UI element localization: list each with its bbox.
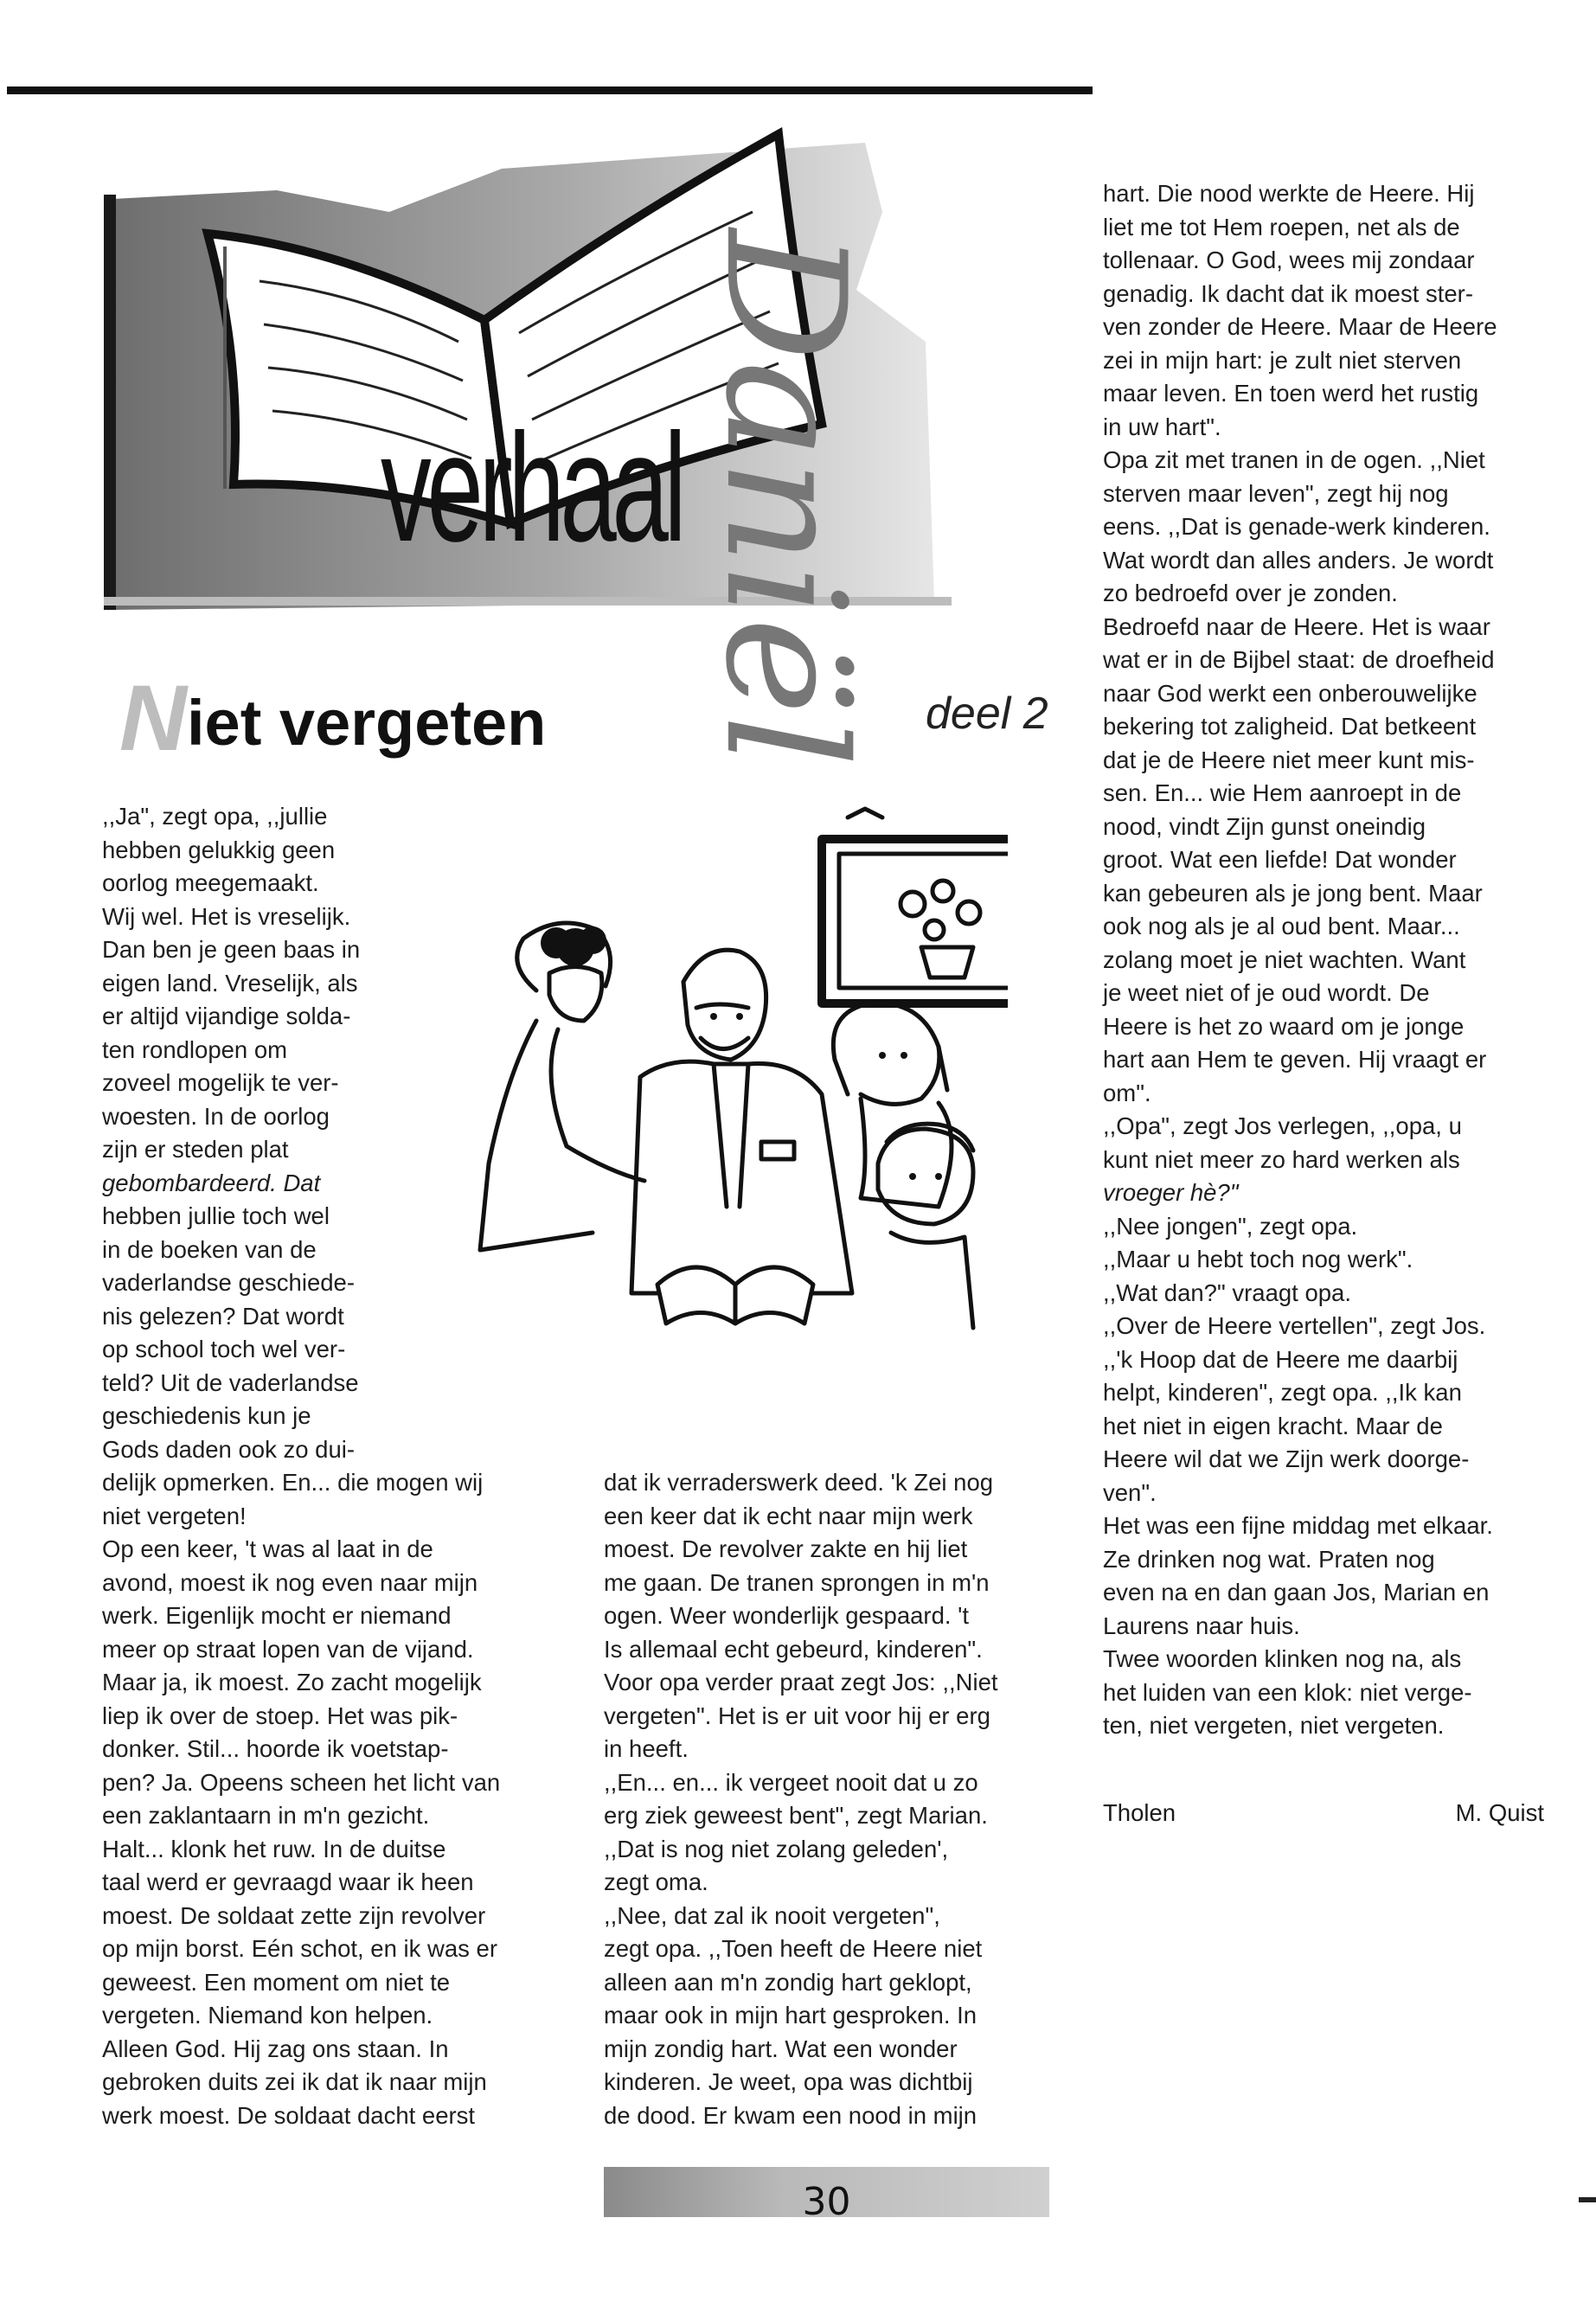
text-line: kunt niet meer zo hard werken als [1103,1145,1460,1173]
text-line: zoveel mogelijk te ver- [102,1069,339,1096]
text-line: liep ik over de stoep. Het was pik- [102,1702,458,1729]
text-line: ven zonder de Heere. Maar de Heere [1103,313,1497,340]
text-line: zolang moet je niet wachten. Want [1103,945,1466,973]
text-line: op school toch wel ver- [102,1336,346,1362]
text-line: bekering tot zaligheid. Dat betkeent [1103,713,1477,740]
text-line: Gods daden ook zo dui- [102,1435,355,1463]
text-line: sen. En... wie Hem aanroept in de [1103,779,1462,806]
text-line: Laurens naar huis. [1103,1612,1300,1639]
text-line: vergeten". Het is er uit voor hij er erg [604,1702,990,1729]
text-column-1-narrow [102,800,401,1466]
signature [1103,1799,1544,1827]
text-column-2 [604,1466,1054,2132]
text-line: tollenaar. O God, wees mij zondaar [1103,247,1475,273]
title-text: iet vergeten [187,687,547,759]
text-line: Halt... klonk het ruw. In de duitse [102,1835,446,1862]
text-line: even na en dan gaan Jos, Marian en [1103,1579,1490,1606]
text-line: helpt, kinderen", zegt opa. ,,Ik kan [1103,1379,1462,1406]
text-line: kan gebeuren als je jong bent. Maar [1103,879,1483,907]
text-line: hart. Die nood werkte de Heere. Hij [1103,180,1475,207]
text-line: erg ziek geweest bent", zegt Marian. [604,1802,988,1829]
text-line: taal werd er gevraagd waar ik heen [102,1868,474,1895]
text-line: Op een keer, 't was al laat in de [102,1535,433,1562]
text-line: Wij wel. Het is vreselijk. [102,902,351,930]
text-line: Voor opa verder praat zegt Jos: ,,Niet [604,1669,998,1695]
text-line: zegt oma. [604,1868,708,1895]
text-line: ,,Opa", zegt Jos verlegen, ,,opa, u [1103,1112,1462,1139]
text-line: moest. De revolver zakte en hij liet [604,1535,968,1562]
text-line: Heere is het zo waard om je jonge [1103,1012,1465,1040]
text-line: zegt opa. ,,Toen heeft de Heere niet [604,1935,983,1962]
text-line: zo bedroefd over je zonden. [1103,580,1398,606]
text-line: in heeft. [604,1735,689,1762]
text-line: groot. Wat een liefde! Dat wonder [1103,846,1457,873]
text-line: gebroken duits zei ik dat ik naar mijn [102,2068,487,2095]
text-line: meer op straat lopen van de vijand. [102,1635,474,1663]
text-line: geschiedenis kun je [102,1402,311,1429]
text-line: Maar ja, ik moest. Zo zacht mogelijk [102,1669,482,1695]
text-line: wat er in de Bijbel staat: de droefheid [1103,646,1495,673]
page-number-band [604,2167,1049,2224]
signature-place: Tholen [1103,1799,1176,1826]
text-line: werk. Eigenlijk mocht er niemand [102,1602,452,1629]
text-line: sterven maar leven", zegt hij nog [1103,479,1449,507]
text-line: zei in mijn hart: je zult niet sterven [1103,346,1462,374]
text-line: een keer dat ik echt naar mijn werk [604,1502,973,1529]
text-line: Dan ben je geen baas in [102,936,361,963]
text-line: oorlog meegemaakt. [102,869,319,896]
text-line: vergeten. Niemand kon helpen. [102,2002,433,2029]
text-line: eens. ,,Dat is genade-werk kinderen. [1103,513,1490,540]
text-line: woesten. In de oorlog [102,1102,330,1130]
text-line: pen? Ja. Opeens scheen het licht van [102,1768,501,1796]
text-line: donker. Stil... hoorde ik voetstap- [102,1735,449,1762]
text-line: ,,Wat dan?" vraagt opa. [1103,1279,1351,1306]
text-line: Wat wordt dan alles anders. Je wordt [1103,546,1494,574]
text-line: gebombardeerd. Dat [102,1169,321,1196]
text-line: ogen. Weer wonderlijk gespaard. 't [604,1602,970,1629]
text-line: ,,En... en... ik vergeet nooit dat u zo [604,1768,978,1796]
text-line: delijk opmerken. En... die mogen wij [102,1469,484,1496]
text-line: ,,Maar u hebt toch nog werk". [1103,1246,1413,1272]
text-line: zijn er steden plat [102,1136,289,1163]
text-line: Heere wil dat we Zijn werk doorge- [1103,1445,1470,1472]
text-line: hart aan Hem te geven. Hij vraagt er [1103,1046,1487,1073]
text-line: ,,Over de Heere vertellen", zegt Jos. [1103,1312,1486,1339]
text-line: nis gelezen? Dat wordt [102,1302,344,1330]
text-line: ,,Dat is nog niet zolang geleden', [604,1835,949,1862]
text-column-3 [1103,177,1553,1743]
text-line: maar ook in mijn hart gesproken. In [604,2002,977,2029]
text-line: Twee woorden klinken nog na, als [1103,1645,1462,1672]
text-line: ook nog als je al oud bent. Maar... [1103,913,1460,939]
text-line: vaderlandse geschiede- [102,1269,355,1296]
part-label: deel 2 [926,689,1048,739]
text-line: naar God werkt een onberouwelijke [1103,679,1477,707]
text-column-1 [102,800,552,2132]
title-drop-cap: N [119,665,187,770]
text-line: nood, vindt Zijn gunst oneindig [1103,812,1426,840]
text-line: ,,Nee jongen", zegt opa. [1103,1212,1358,1240]
text-line: geweest. Een moment om niet te [102,1968,451,1996]
text-line: er altijd vijandige solda- [102,1003,351,1029]
text-line: dat ik verraderswerk deed. 'k Zei nog [604,1469,994,1496]
text-line: om". [1103,1079,1151,1106]
text-line: hebben gelukkig geen [102,836,336,863]
text-line: Is allemaal echt gebeurd, kinderen". [604,1635,983,1663]
story-title [119,665,547,770]
text-line: eigen land. Vreselijk, als [102,969,358,997]
text-line: me gaan. De tranen sprongen in m'n [604,1568,990,1596]
text-line: Alleen God. Hij zag ons staan. In [102,2035,449,2062]
text-line: ,,Nee, dat zal ik nooit vergeten", [604,1901,940,1929]
text-line: ven". [1103,1478,1157,1506]
series-name: Daniël [689,229,881,767]
text-line: mijn zondig hart. Wat een wonder [604,2035,958,2062]
text-line: ,,'k Hoop dat de Heere me daarbij [1103,1345,1458,1373]
page-number: 30 [802,2180,851,2224]
text-line: op mijn borst. Eén schot, en ik was er [102,1935,498,1962]
text-line: het niet in eigen kracht. Maar de [1103,1412,1443,1439]
text-line: maar leven. En toen werd het rustig [1103,380,1479,407]
text-line: kinderen. Je weet, opa was dichtbij [604,2068,973,2095]
text-line: in uw hart". [1103,413,1221,440]
text-line: vroeger hè?" [1103,1179,1239,1206]
text-line: je weet niet of je oud wordt. De [1103,979,1430,1006]
text-line: hebben jullie toch wel [102,1202,330,1229]
text-line: genadig. Ik dacht dat ik moest ster- [1103,279,1473,307]
section-heading: verhaal [381,401,683,574]
text-line: Bedroefd naar de Heere. Het is waar [1103,612,1490,640]
text-line: teld? Uit de vaderlandse [102,1368,359,1396]
top-rule [7,87,1093,94]
text-line: Het was een fijne middag met elkaar. [1103,1512,1493,1539]
text-line: liet me tot Hem roepen, net als de [1103,213,1460,240]
text-line: Opa zit met tranen in de ogen. ,,Niet [1103,446,1485,473]
text-line: niet vergeten! [102,1502,247,1529]
text-line: avond, moest ik nog even naar mijn [102,1568,478,1596]
text-line: in de boeken van de [102,1235,317,1263]
edge-rule [1579,2197,1596,2202]
text-line: dat je de Heere niet meer kunt mis- [1103,746,1475,773]
text-line: alleen aan m'n zondig hart geklopt, [604,1968,972,1996]
text-line: moest. De soldaat zette zijn revolver [102,1901,486,1929]
text-line: de dood. Er kwam een nood in mijn [604,2101,977,2129]
text-line: ten, niet vergeten, niet vergeten. [1103,1712,1445,1739]
text-line: een zaklantaarn in m'n gezicht. [102,1802,430,1829]
text-line: Ze drinken nog wat. Praten nog [1103,1545,1435,1573]
text-line: het luiden van een klok: niet verge- [1103,1678,1472,1706]
text-line: ,,Ja", zegt opa, ,,jullie [102,803,328,830]
text-line: ten rondlopen om [102,1035,288,1063]
signature-author: M. Quist [1455,1799,1544,1826]
text-line: werk moest. De soldaat dacht eerst [102,2101,476,2129]
